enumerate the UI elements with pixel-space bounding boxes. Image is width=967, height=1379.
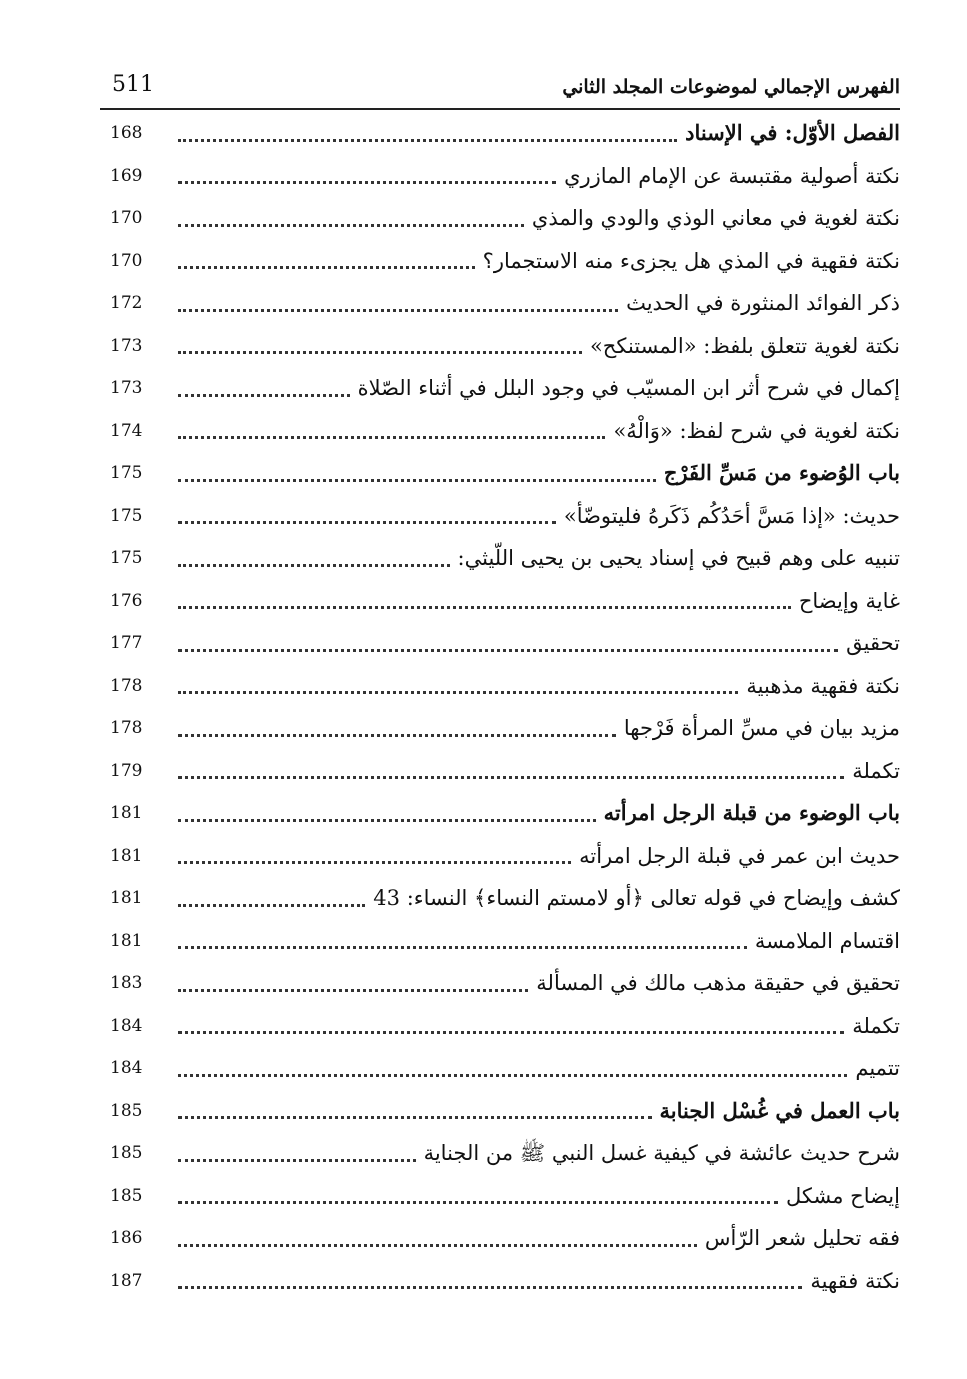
- toc-entry-page-number: 168: [110, 123, 143, 144]
- toc-entry: [100, 452, 900, 495]
- toc-entry: [100, 367, 900, 410]
- header-rule: [100, 108, 900, 110]
- toc-entry-title: غاية وإيضاح: [798, 588, 900, 613]
- dot-leader: [178, 946, 747, 949]
- header-title: الفهرس الإجمالي لموضوعات المجلد الثاني: [562, 76, 900, 98]
- toc-entry: [100, 1047, 900, 1090]
- toc-entry-page-number: 185: [110, 1100, 143, 1121]
- dot-leader: [178, 1116, 652, 1119]
- toc-entry-title: شرح حديث عائشة في كيفية غسل النبي ﷺ من الجناية: [423, 1141, 900, 1166]
- toc-entry-title: نكتة فقهية مذهبية: [746, 673, 900, 698]
- toc-entry: [100, 835, 900, 878]
- toc-entry: [100, 282, 900, 325]
- toc-entry: [100, 325, 900, 368]
- dot-leader: [178, 1074, 847, 1077]
- toc-entry-page-number: 183: [110, 973, 143, 994]
- toc-entry-title: نكتة فقهية: [810, 1268, 900, 1293]
- dot-leader: [178, 734, 616, 737]
- toc-entry: [100, 1005, 900, 1048]
- toc-entry-title: نكتة أصولية مقتبسة عن الإمام المازري: [564, 163, 900, 188]
- toc-entry-page-number: 172: [110, 293, 143, 314]
- toc-entry: [100, 537, 900, 580]
- dot-leader: [178, 989, 528, 992]
- toc-entry-title: نكتة لغوية في شرح لفظ: «وَالْهُ»: [613, 418, 900, 443]
- dot-leader: [178, 606, 791, 609]
- dot-leader: [178, 436, 605, 439]
- toc-entry-page-number: 185: [110, 1143, 143, 1164]
- toc-entry-page-number: 178: [110, 675, 143, 696]
- toc-entry: [100, 197, 900, 240]
- toc-entry-title: الفصل الأوّل: في الإسناد: [685, 120, 900, 146]
- dot-leader: [178, 904, 365, 907]
- toc-entry-page-number: 181: [110, 803, 143, 824]
- toc-entry-title: تكملة: [852, 1013, 900, 1038]
- toc-entry-page-number: 174: [110, 420, 143, 441]
- toc-entry: [100, 707, 900, 750]
- toc-entry: [100, 792, 900, 835]
- toc-entry-title: ذكر الفوائد المنثورة في الحديث: [626, 291, 900, 316]
- toc-entry-page-number: 175: [110, 463, 143, 484]
- toc-entry: [100, 155, 900, 198]
- toc-entry-page-number: 179: [110, 760, 143, 781]
- toc-entry-title: تتميم: [855, 1056, 900, 1081]
- toc-entry: [100, 580, 900, 623]
- dot-leader: [178, 776, 844, 779]
- dot-leader: [178, 224, 524, 227]
- toc-entry-title: تحقيق في حقيقة مذهب مالك في المسألة: [536, 971, 900, 996]
- toc-entry-title: اقتسام الملامسة: [754, 928, 900, 953]
- toc-entry: [100, 1217, 900, 1260]
- toc-entry: [100, 750, 900, 793]
- toc-entry-title: فقه تحليل شعر الرّأس: [704, 1226, 900, 1251]
- toc-entry-title: تكملة: [852, 758, 900, 783]
- toc-entry-title: تنبيه على وهم قبيح في إسناد يحيى بن يحيى اللّيثي:: [457, 546, 900, 571]
- toc-entry: [100, 1175, 900, 1218]
- dot-leader: [178, 351, 582, 354]
- toc-entry-title: كشف وإيضاح في قوله تعالى ﴿أو لامستم النساء﴾ النساء: 43: [373, 886, 900, 911]
- toc-entry-title: مزيد بيان في مسِّ المرأة فَرْجها: [623, 716, 900, 741]
- dot-leader: [178, 649, 838, 652]
- toc-entry-page-number: 181: [110, 888, 143, 909]
- dot-leader: [178, 819, 596, 822]
- toc-entry: [100, 622, 900, 665]
- dot-leader: [178, 1286, 802, 1289]
- dot-leader: [178, 861, 571, 864]
- toc-entry-title: باب العمل في غُسْل الجنابة: [659, 1097, 900, 1123]
- toc-entry-page-number: 176: [110, 590, 143, 611]
- toc-entry-page-number: 175: [110, 548, 143, 569]
- dot-leader: [178, 1031, 844, 1034]
- dot-leader: [178, 139, 677, 142]
- toc-entry-page-number: 181: [110, 845, 143, 866]
- toc-entry-page-number: 184: [110, 1058, 143, 1079]
- toc-entry-page-number: 187: [110, 1270, 143, 1291]
- toc-entry: [100, 1090, 900, 1133]
- toc-entry-title: حديث: «إذا مَسَّ أحَدُكُم ذَكَرهُ فليتوضّأ»: [563, 503, 900, 528]
- dot-leader: [178, 479, 656, 482]
- toc-entry-title: إكمال في شرح أثر ابن المسيّب في وجود البلل في أثناء الصّلاة: [357, 376, 900, 401]
- toc-entry-title: نكتة فقهية في المذي هل يجزىء منه الاستجمار؟: [482, 248, 900, 273]
- dot-leader: [178, 266, 475, 269]
- toc-entry: [100, 1260, 900, 1303]
- toc-entry-page-number: 178: [110, 718, 143, 739]
- toc-entry: [100, 962, 900, 1005]
- dot-leader: [178, 691, 738, 694]
- toc-entry-title: باب الوُضوء من مَسِّ الفَرْج: [663, 460, 900, 486]
- dot-leader: [178, 564, 450, 567]
- header-page-number: 511: [112, 72, 154, 97]
- dot-leader: [178, 1159, 416, 1162]
- toc-entry-title: نكتة لغوية تتعلق بلفظ: «المستنكح»: [589, 333, 900, 358]
- toc-entry-title: باب الوضوء من قبلة الرجل امرأته: [603, 800, 900, 826]
- dot-leader: [178, 309, 618, 312]
- dot-leader: [178, 394, 350, 397]
- toc-entry-page-number: 173: [110, 335, 143, 356]
- dot-leader: [178, 1201, 778, 1204]
- toc-entry: [100, 665, 900, 708]
- toc-entry-page-number: 181: [110, 930, 143, 951]
- toc-entry-page-number: 170: [110, 250, 143, 271]
- toc-entry-title: تحقيق: [846, 631, 900, 656]
- dot-leader: [178, 181, 556, 184]
- toc-entry-title: حديث ابن عمر في قبلة الرجل امرأته: [579, 843, 900, 868]
- toc-entry-title: نكتة لغوية في معاني الوذي والودي والمذي: [531, 206, 900, 231]
- toc-entry-page-number: 185: [110, 1185, 143, 1206]
- dot-leader: [178, 521, 556, 524]
- toc-entry: [100, 1132, 900, 1175]
- toc-entry-page-number: 173: [110, 378, 143, 399]
- toc-entry: [100, 240, 900, 283]
- toc-entry: [100, 495, 900, 538]
- page-header: [100, 62, 900, 110]
- toc-entry: [100, 410, 900, 453]
- dot-leader: [178, 1244, 697, 1247]
- toc-entry-page-number: 170: [110, 208, 143, 229]
- toc-entry-page-number: 184: [110, 1015, 143, 1036]
- toc-entry-page-number: 169: [110, 165, 143, 186]
- toc-entry-title: إيضاح مشكل: [785, 1183, 900, 1208]
- toc-entry: [100, 877, 900, 920]
- toc-entry-page-number: 177: [110, 633, 143, 654]
- table-of-contents: [100, 112, 900, 1302]
- toc-entry: [100, 920, 900, 963]
- toc-entry-page-number: 175: [110, 505, 143, 526]
- toc-entry: [100, 112, 900, 155]
- toc-entry-page-number: 186: [110, 1228, 143, 1249]
